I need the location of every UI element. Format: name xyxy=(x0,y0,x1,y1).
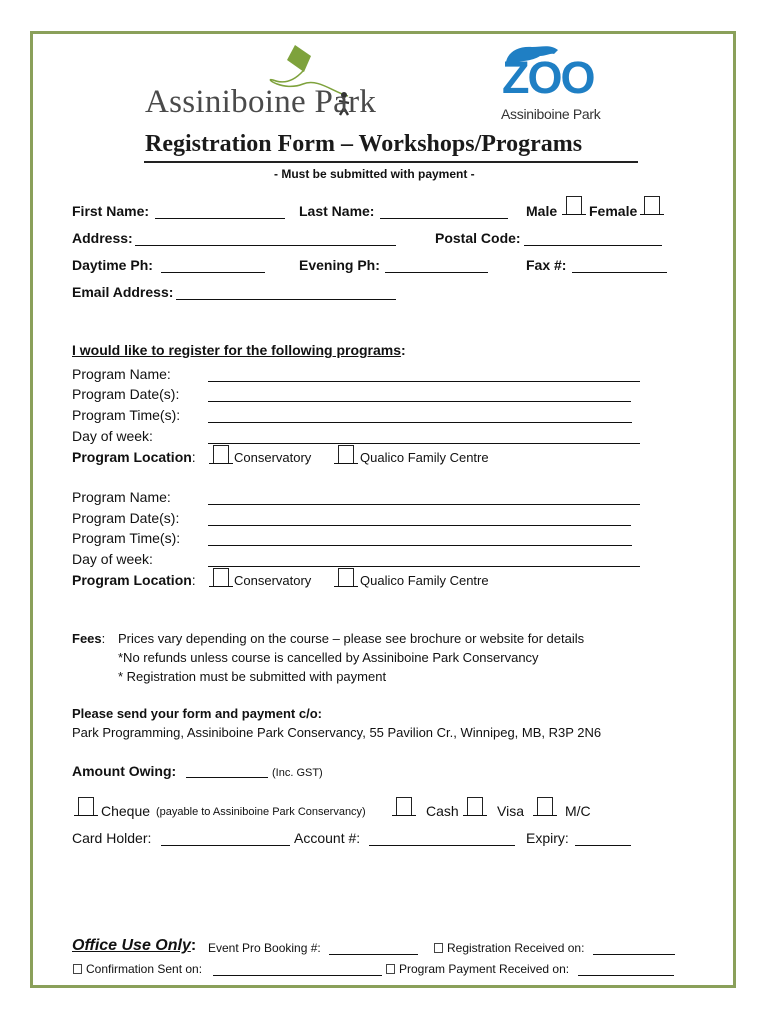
payment-received-field[interactable] xyxy=(578,975,674,976)
programs-heading-colon: : xyxy=(401,342,406,358)
confirmation-sent-field[interactable] xyxy=(213,975,382,976)
form-subtitle: - Must be submitted with payment - xyxy=(274,167,475,181)
card-holder-field[interactable] xyxy=(161,845,290,846)
expiry-label: Expiry: xyxy=(526,830,569,846)
visa-label: Visa xyxy=(497,803,524,819)
fees-label xyxy=(72,631,105,646)
program1-location-colon: : xyxy=(191,449,196,465)
program2-day-label: Day of week: xyxy=(72,551,153,567)
cash-label: Cash xyxy=(426,803,459,819)
program2-location-label xyxy=(72,572,196,588)
program1-location-text: Program Location xyxy=(72,449,192,465)
form-title: Registration Form – Workshops/Programs xyxy=(145,131,583,157)
visa-checkbox[interactable] xyxy=(467,797,483,815)
park-name-text: Assiniboine Park xyxy=(145,84,377,120)
zoo-word: ZOO xyxy=(502,52,594,103)
office-use-heading xyxy=(72,937,196,955)
postal-code-label: Postal Code: xyxy=(435,230,521,246)
program2-name-label: Program Name: xyxy=(72,489,171,505)
last-name-field[interactable] xyxy=(380,218,508,219)
first-name-label: First Name: xyxy=(72,203,150,219)
program1-name-label: Program Name: xyxy=(72,366,171,382)
cheque-note: (payable to Assiniboine Park Conservancy) xyxy=(156,806,366,818)
fees-colon: : xyxy=(101,631,106,646)
program1-qualico-checkbox[interactable] xyxy=(338,445,354,463)
program1-dates-field[interactable] xyxy=(208,401,631,402)
program1-times-label: Program Time(s): xyxy=(72,407,181,423)
daytime-phone-label: Daytime Ph: xyxy=(72,257,153,273)
program1-name-field[interactable] xyxy=(208,381,640,382)
address-field[interactable] xyxy=(135,245,396,246)
account-field[interactable] xyxy=(369,845,515,846)
program2-dates-label: Program Date(s): xyxy=(72,510,180,526)
cheque-label: Cheque xyxy=(101,803,151,819)
program2-times-label: Program Time(s): xyxy=(72,530,181,546)
email-field[interactable] xyxy=(176,299,396,300)
female-checkbox[interactable] xyxy=(644,196,660,214)
zoo-logo xyxy=(498,42,623,122)
programs-heading xyxy=(72,342,406,358)
program2-conservatory-label: Conservatory xyxy=(234,573,312,588)
last-name-label: Last Name: xyxy=(299,203,375,219)
confirmation-sent-label: Confirmation Sent on: xyxy=(86,962,203,976)
send-heading: Please send your form and payment c/o: xyxy=(72,706,322,721)
program1-times-field[interactable] xyxy=(208,422,632,423)
email-label: Email Address: xyxy=(72,284,174,300)
zoo-caption: Assiniboine Park xyxy=(501,106,601,122)
cash-checkbox[interactable] xyxy=(396,797,412,815)
title-underline xyxy=(144,161,638,163)
program2-qualico-label: Qualico Family Centre xyxy=(360,573,489,588)
fees-line-1: Prices vary depending on the course – please see brochure or website for details xyxy=(118,631,585,646)
fax-label: Fax #: xyxy=(526,257,567,273)
first-name-field[interactable] xyxy=(155,218,285,219)
amount-owing-field[interactable] xyxy=(186,777,268,778)
program2-dates-field[interactable] xyxy=(208,525,631,526)
program2-name-field[interactable] xyxy=(208,504,640,505)
postal-code-field[interactable] xyxy=(524,245,662,246)
expiry-field[interactable] xyxy=(575,845,631,846)
program1-dates-label: Program Date(s): xyxy=(72,386,180,402)
card-holder-label: Card Holder: xyxy=(72,830,152,846)
program2-location-text: Program Location xyxy=(72,572,192,588)
program1-day-field[interactable] xyxy=(208,443,640,444)
programs-heading-text: I would like to register for the following programs xyxy=(72,342,402,358)
event-pro-field[interactable] xyxy=(329,954,418,955)
female-label: Female xyxy=(589,203,638,219)
inc-gst-note: (Inc. GST) xyxy=(272,767,323,779)
event-pro-label: Event Pro Booking #: xyxy=(208,941,321,955)
amount-owing-label: Amount Owing: xyxy=(72,763,177,779)
office-use-text: Office Use Only xyxy=(72,937,191,954)
office-use-colon: : xyxy=(190,937,197,954)
program1-conservatory-checkbox[interactable] xyxy=(213,445,229,463)
program1-location-label xyxy=(72,449,196,465)
evening-phone-label: Evening Ph: xyxy=(299,257,380,273)
daytime-phone-field[interactable] xyxy=(161,272,265,273)
program1-day-label: Day of week: xyxy=(72,428,153,444)
cheque-checkbox[interactable] xyxy=(78,797,94,815)
account-label: Account #: xyxy=(294,830,361,846)
male-label: Male xyxy=(526,203,558,219)
fax-field[interactable] xyxy=(572,272,667,273)
program2-day-field[interactable] xyxy=(208,566,640,567)
program2-conservatory-checkbox[interactable] xyxy=(213,568,229,586)
program2-qualico-checkbox[interactable] xyxy=(338,568,354,586)
registration-received-label: Registration Received on: xyxy=(447,941,585,955)
program1-conservatory-label: Conservatory xyxy=(234,450,312,465)
send-address: Park Programming, Assiniboine Park Conservancy, 55 Pavilion Cr., Winnipeg, MB, R3P 2N6 xyxy=(72,725,602,740)
fees-line-2: *No refunds unless course is cancelled by Assiniboine Park Conservancy xyxy=(118,650,539,665)
confirmation-sent-checkbox[interactable] xyxy=(73,964,82,974)
fees-label-text: Fees xyxy=(72,631,102,646)
mc-label: M/C xyxy=(565,803,591,819)
program2-location-colon: : xyxy=(191,572,196,588)
mc-checkbox[interactable] xyxy=(537,797,553,815)
fees-line-3: * Registration must be submitted with payment xyxy=(118,669,387,684)
program1-qualico-label: Qualico Family Centre xyxy=(360,450,489,465)
assiniboine-park-logo xyxy=(143,42,428,122)
address-label: Address: xyxy=(72,230,133,246)
registration-received-field[interactable] xyxy=(593,954,675,955)
male-checkbox[interactable] xyxy=(566,196,582,214)
program2-times-field[interactable] xyxy=(208,545,632,546)
payment-received-label: Program Payment Received on: xyxy=(399,962,570,976)
registration-received-checkbox[interactable] xyxy=(434,943,443,953)
evening-phone-field[interactable] xyxy=(385,272,488,273)
payment-received-checkbox[interactable] xyxy=(386,964,395,974)
